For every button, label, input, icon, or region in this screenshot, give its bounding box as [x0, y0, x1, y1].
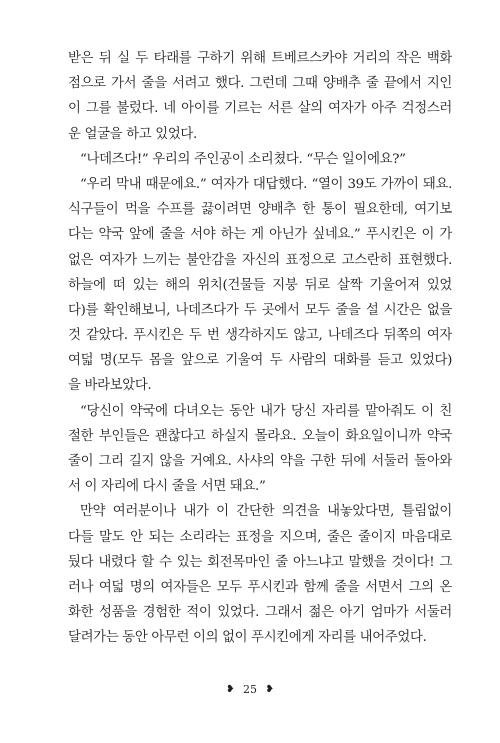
text-line: “당신이 약국에 다녀오는 동안 내가 당신 자리를 맡아줘도 이 친: [80, 403, 452, 419]
text-line: 달려가는 동안 아무런 이의 없이 푸시킨에게 자리를 내어주었다.: [68, 630, 427, 646]
text-line: “나데즈다!” 우리의 주인공이 소리쳤다. “무슨 일이에요?”: [80, 151, 406, 167]
text-line: 뒀다 내렸다 할 수 있는 회전목마인 줄 아느냐고 말했을 것이다! 그: [68, 554, 452, 570]
text-line: 다는 약국 앞에 줄을 서야 하는 게 아닌가 싶네요.” 푸시킨은 이 가: [68, 227, 452, 243]
text-line: 다)를 확인해보니, 나데즈다가 두 곳에서 모두 줄을 설 시간은 없을: [68, 302, 452, 318]
text-line: 을 바라보았다.: [68, 378, 152, 394]
text-line: 절한 부인들은 괜찮다고 하실지 몰라요. 오늘이 화요일이니까 약국: [68, 428, 452, 444]
text-line: 러나 여덟 명의 여자들은 모두 푸시킨과 함께 줄을 서면서 그의 온: [68, 579, 452, 595]
text-line: 받은 뒤 실 두 타래를 구하기 위해 트베르스카야 거리의 작은 백화: [68, 51, 452, 66]
text-line: 다들 말도 안 되는 소리라는 표정을 지으며, 줄은 줄이지 마음대로: [68, 529, 452, 545]
text-line: 없은 여자가 느끼는 불안감을 자신의 표정으로 고스란히 표현했다.: [68, 252, 452, 268]
ornament-left-icon: ❥: [226, 684, 235, 695]
page-footer: [0, 683, 500, 696]
body-text: [68, 46, 452, 651]
ornament-right-icon: ❥: [265, 684, 274, 695]
text-line: 식구들이 먹을 수프를 끓이려면 양배추 한 통이 필요한데, 여기보: [68, 202, 452, 218]
text-line: 이 그를 불렀다. 네 아이를 기르는 서른 살의 여자가 아주 걱정스러: [68, 101, 452, 117]
text-line: 운 얼굴을 하고 있었다.: [68, 126, 197, 142]
text-line: 화한 성품을 경험한 적이 있었다. 그래서 젊은 아기 엄마가 서둘러: [68, 605, 452, 621]
text-line: 하늘에 떠 있는 해의 위치(건물들 지붕 뒤로 살짝 기울어져 있었: [68, 277, 452, 293]
page-number: 25: [243, 683, 257, 696]
text-line: 여덟 명(모두 몸을 앞으로 기울여 두 사람의 대화를 듣고 있었다): [68, 353, 452, 369]
text-line: “우리 막내 때문에요.” 여자가 대답했다. “열이 39도 가까이 돼요.: [80, 176, 452, 192]
text-line: 서 이 자리에 다시 줄을 서면 돼요.”: [68, 479, 266, 495]
text-line: 것 같았다. 푸시킨은 두 번 생각하지도 않고, 나데즈다 뒤쪽의 여자: [68, 328, 452, 344]
text-line: 줄이 그리 길지 않을 거예요. 사샤의 약을 구한 뒤에 서둘러 돌아와: [68, 454, 452, 469]
text-line: 점으로 가서 줄을 서려고 했다. 그런데 그때 양배추 줄 끝에서 지인: [68, 76, 452, 92]
text-line: 만약 여러분이나 내가 이 간단한 의견을 내놓았다면, 틀림없이: [80, 504, 452, 520]
